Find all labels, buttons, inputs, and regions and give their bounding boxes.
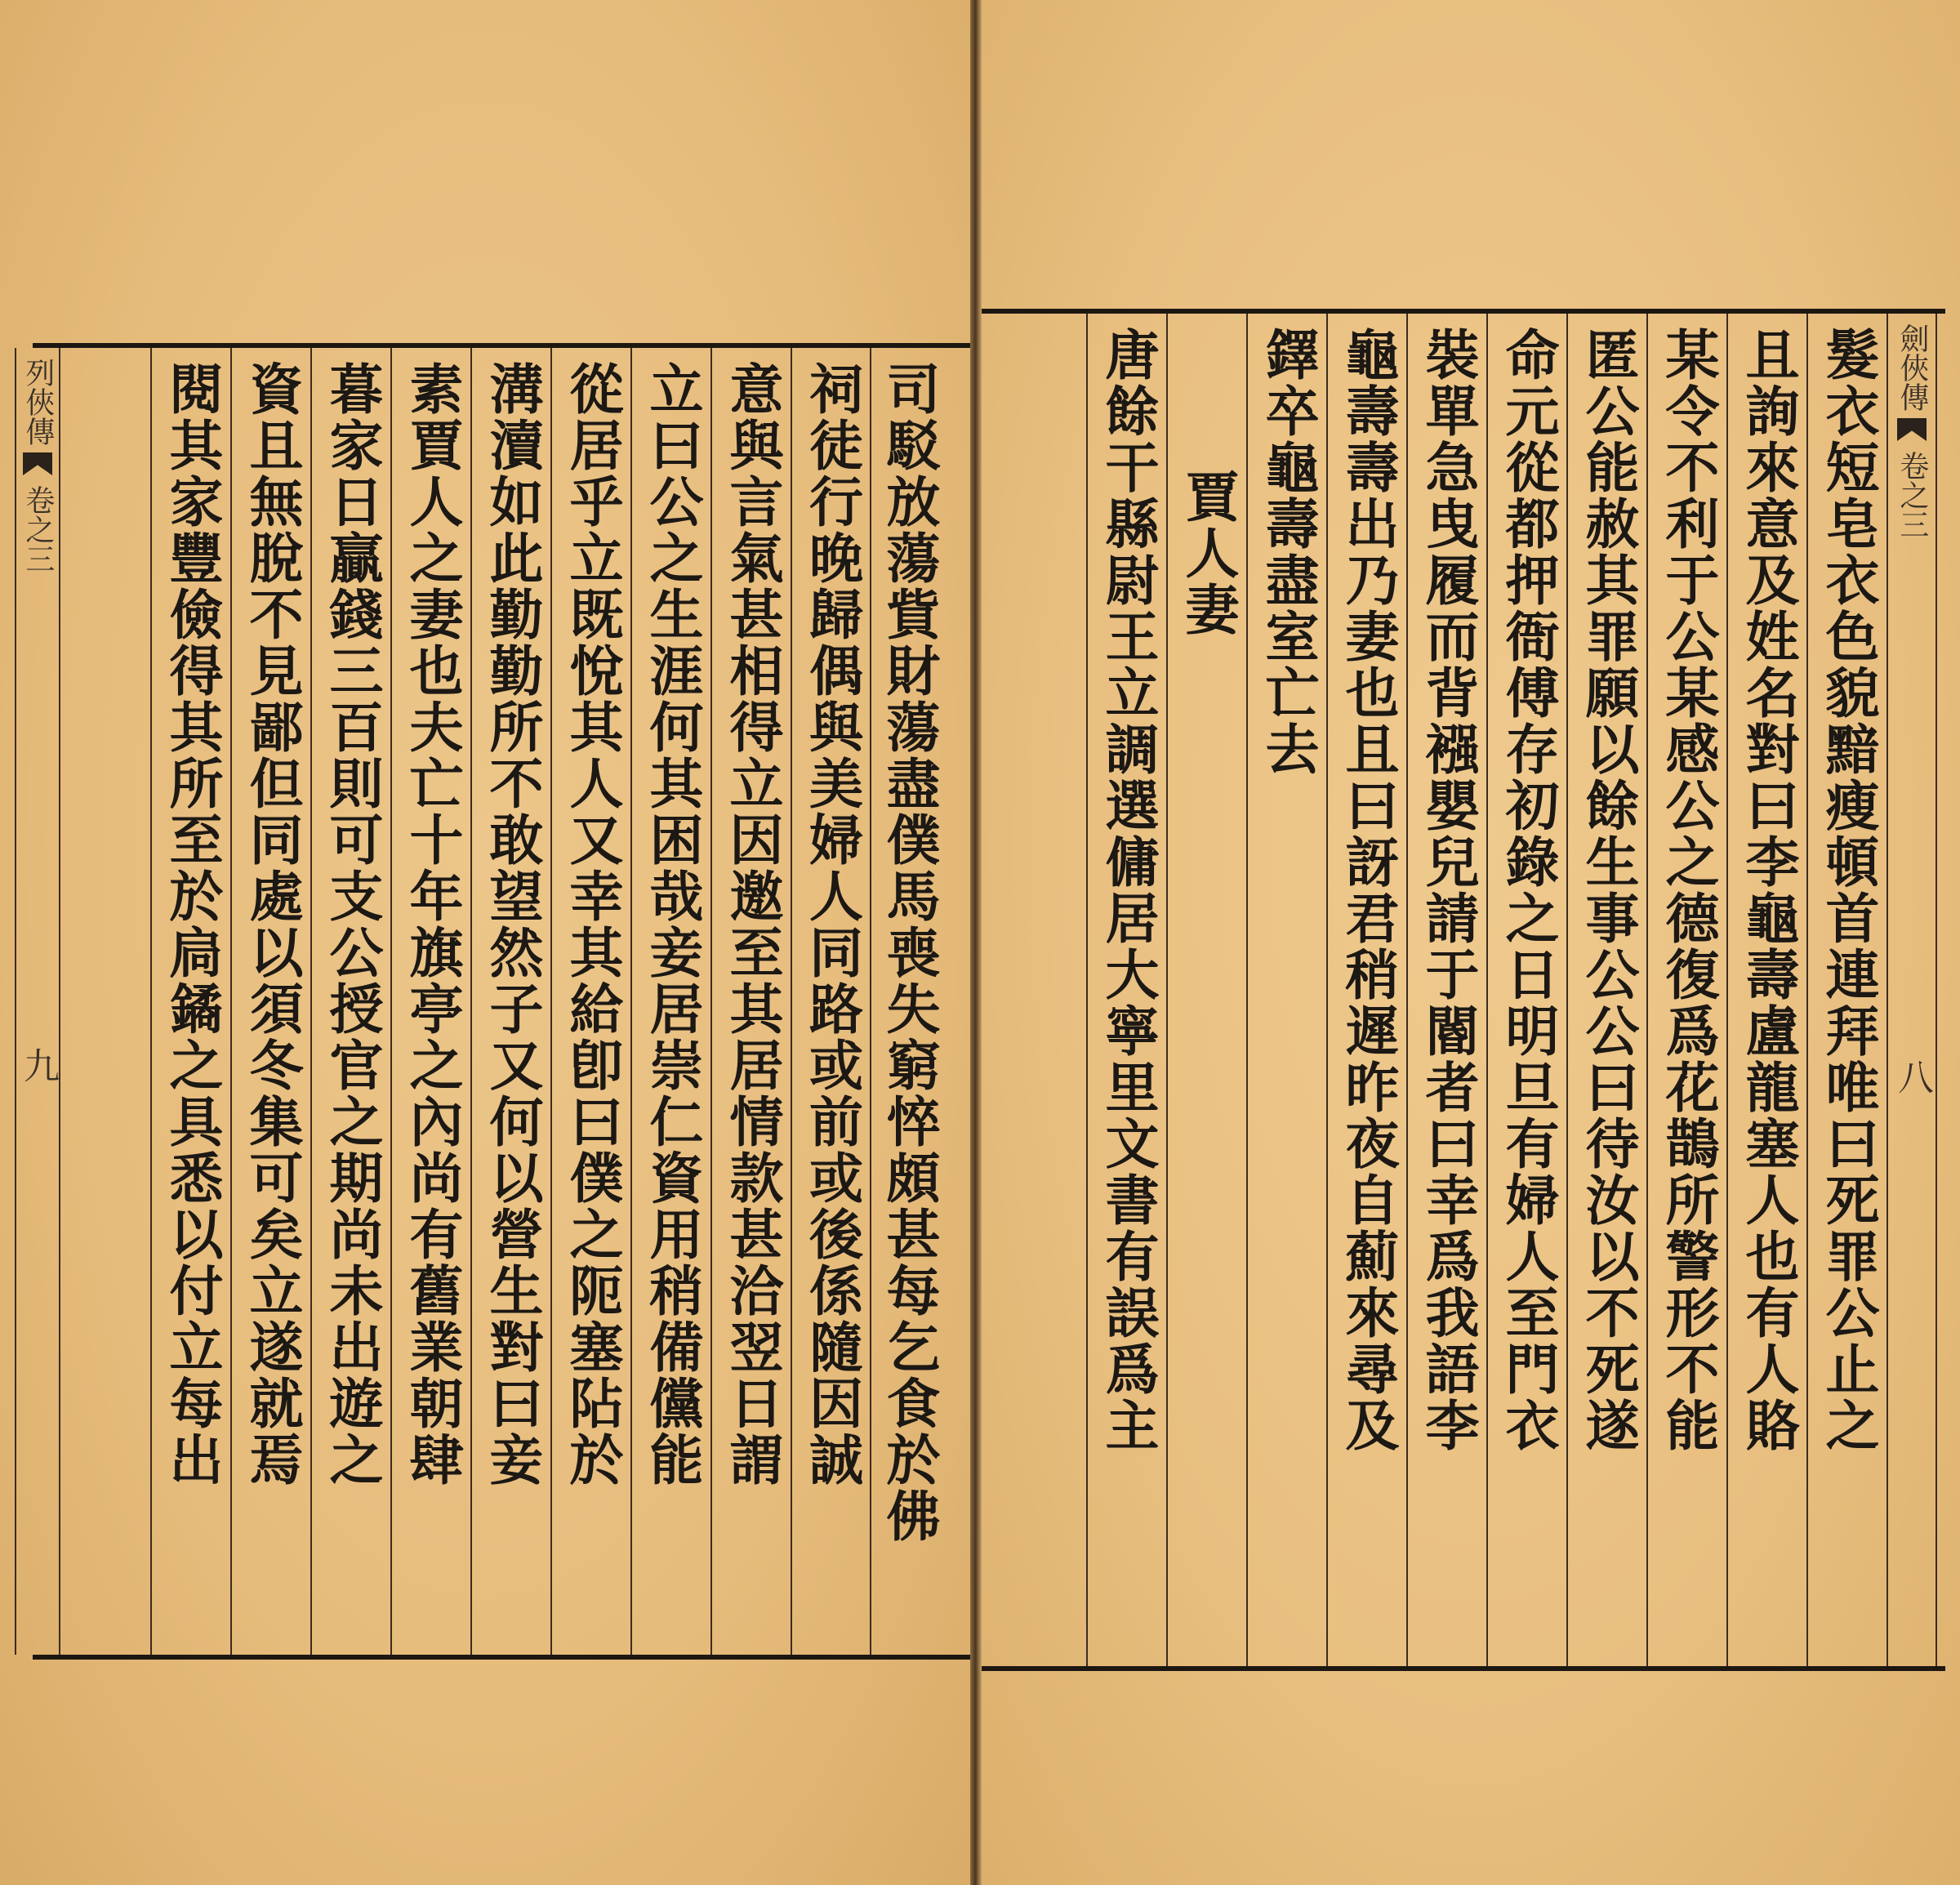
- text-column: [150, 348, 232, 1655]
- column-text: 且詢來意及姓名對曰李龜壽盧龍塞人也有人賂: [1736, 327, 1800, 1454]
- text-column: [870, 348, 947, 1655]
- text-column: [470, 348, 552, 1655]
- left-page: [0, 0, 970, 1885]
- text-column: [1726, 314, 1808, 1666]
- text-column: [791, 348, 871, 1655]
- column-text: 立曰公之生涯何其困哉妾居崇仁資用稍備儻能: [640, 361, 704, 1488]
- column-text: 暮家日贏錢三百則可支公授官之期尚未出遊之: [320, 361, 384, 1488]
- margin-page-number: 九: [17, 1047, 59, 1083]
- right-page: [982, 0, 1960, 1885]
- text-column: [1806, 314, 1888, 1666]
- left-page-margin-strip: [15, 348, 60, 1655]
- column-text: 匿公能赦其罪願以餘生事公公曰待汝以不死遂: [1576, 327, 1640, 1454]
- left-page-text-frame: [17, 343, 970, 1660]
- column-text: 唐餘干縣尉王立調選傭居大寧里文書有誤爲主: [1096, 327, 1160, 1454]
- text-column: [1406, 314, 1488, 1666]
- margin-page-number: 八: [1891, 1058, 1933, 1094]
- text-column: [1086, 314, 1168, 1666]
- section-heading-column: [1166, 314, 1248, 1666]
- column-text: 裝單急曳履而背襁嬰兒請于閽者曰幸爲我語李: [1416, 327, 1480, 1454]
- text-column: [390, 348, 472, 1655]
- column-text: 祠徒行晚歸偶與美婦人同路或前或後係隨因誠: [800, 361, 864, 1488]
- right-page-text-frame: [982, 309, 1945, 1671]
- text-column: [1486, 314, 1568, 1666]
- column-text: 素賈人之妻也夫亡十年旗亭之內尚有舊業朝肆: [400, 361, 464, 1488]
- section-heading: 賈人妻: [1176, 469, 1240, 638]
- text-column: [630, 348, 712, 1655]
- column-text: 溝瀆如此勤勤所不敢望然子又何以營生對曰妾: [480, 361, 544, 1488]
- column-text: 命元從都押衙傅存初錄之日明旦有婦人至門衣: [1496, 327, 1560, 1454]
- text-column: [550, 348, 632, 1655]
- text-column: [1246, 314, 1328, 1666]
- text-column: [1566, 314, 1648, 1666]
- right-page-margin-strip: [1886, 314, 1937, 1666]
- margin-volume: 卷之三: [1895, 451, 1929, 539]
- text-column: [1646, 314, 1728, 1666]
- margin-volume: 卷之三: [20, 485, 55, 573]
- margin-book-title: 列俠傳: [20, 358, 55, 446]
- margin-book-title: 劍俠傳: [1895, 323, 1929, 412]
- book-gutter: [970, 0, 982, 1885]
- column-text: 鐸卒龜壽盡室亡去: [1256, 327, 1320, 778]
- column-text: 司駁放蕩貲財蕩盡僕馬喪失窮悴頗甚每乞食於佛: [877, 361, 941, 1544]
- column-text: 閱其家豐儉得其所至於扃鐍之具悉以付立每出: [160, 361, 224, 1488]
- text-column: [710, 348, 792, 1655]
- text-column: [230, 348, 312, 1655]
- column-text: 意與言氣甚相得立因邀至其居情款甚洽翌日謂: [720, 361, 784, 1488]
- column-text: 資且無脫不見鄙但同處以須冬集可矣立遂就焉: [240, 361, 304, 1488]
- text-column: [310, 348, 392, 1655]
- fish-tail-mark-icon: [1897, 418, 1927, 441]
- text-column: [1326, 314, 1408, 1666]
- column-text: 從居乎立既悅其人又幸其給卽曰僕之阨塞阽於: [560, 361, 624, 1488]
- column-text: 髮衣短皂衣色貌黯瘦頓首連拜唯曰死罪公止之: [1816, 327, 1880, 1454]
- fish-tail-mark-icon: [23, 452, 52, 475]
- column-text: 某令不利于公某感公之德復爲花鵲所警形不能: [1656, 327, 1720, 1454]
- column-text: 龜壽壽出乃妻也且曰訝君稍遲昨夜自薊來尋及: [1336, 327, 1400, 1454]
